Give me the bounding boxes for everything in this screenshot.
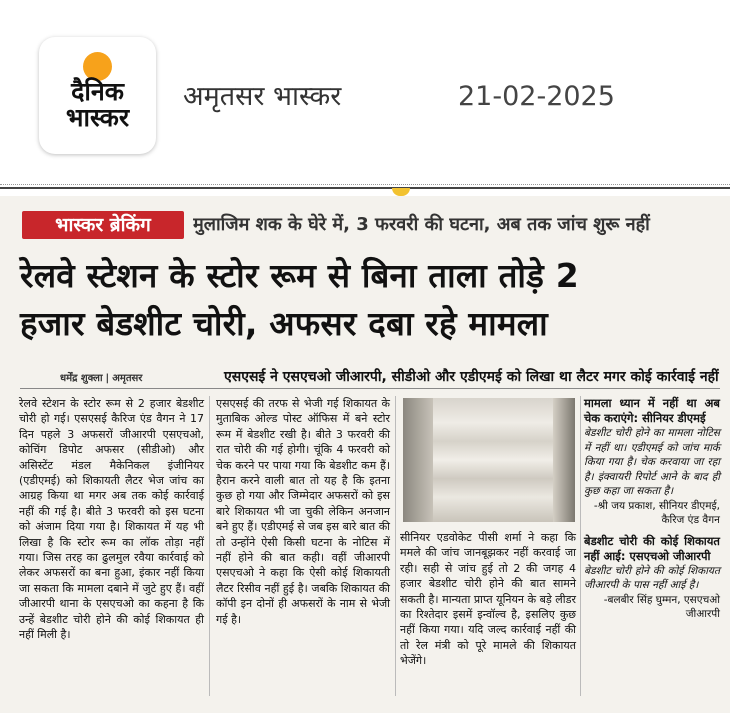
quote-heading-2: बेडशीट चोरी की कोई शिकायत नहीं आई: एसएचओ जीआरपी bbox=[584, 533, 720, 563]
bedsheet-stack-photo bbox=[403, 398, 575, 522]
article-column-4 bbox=[584, 396, 720, 622]
quote-signature-2: -बलबीर सिंह घुम्मन, एसएचओ जीआरपी bbox=[603, 593, 720, 620]
edition-title: अमृतसर भास्कर bbox=[183, 81, 342, 112]
dainik-bhaskar-logo[interactable] bbox=[39, 37, 156, 154]
quote-signature-1: -श्री जय प्रकाश, सीनियर डीएमई, कैरिज एंड वैगन bbox=[593, 499, 720, 526]
header-dotted-line bbox=[0, 184, 730, 186]
column-divider bbox=[209, 396, 210, 696]
article-headline bbox=[20, 252, 720, 348]
article-column-2: एसएसई की तरफ से भेजी गई शिकायत के मुताबिक ओल्ड पोस्ट ऑफिस में बने स्टोर रूम में बेडशीट रखी है। बीते 3 फरवरी की रात चोरी की गई होगी। चूंकि 4 फरवरी को चेक करने पर पाया गया कि बेडशीट कम हैं। हैरान करने वाली बात तो यह है कि इतना कुछ हो गया और जिम्मेदार अफसरों को इस बारे शिकायत भी जा चुकी लेकिन अनजान बने हुए हैं। एडीएमई से जब इस बारे बात की तो उन्होंने ऐसी किसी घटना के नोटिस में नहीं होने की बात कही। वहीं जीआरपी एसएचओ ने कहा कि ऐसी कोई शिकायती लैटर रिसीव नहीं हुई है। जबकि शिकायत की कॉपी इन दोनों ही अफसरों के नाम से भेजी गई है। bbox=[216, 397, 390, 626]
article-kicker: मुलाजिम शक के घेरे में, 3 फरवरी की घटना, अब तक जांच शुरू नहीं bbox=[193, 214, 650, 235]
sun-mark-icon bbox=[392, 188, 410, 196]
quote-heading-1: मामला ध्यान में नहीं था अब चेक कराएंगे: सीनियर डीएमई bbox=[584, 396, 720, 425]
article-column-1: रेलवे स्टेशन के स्टोर रूम से 2 हजार बेडशीट चोरी हो गई। एसएसई कैरिज एंड वैगन ने 17 दिन पहले 3 अफसरों जीआरपी एसएचओ, कोचिंग डिपोट अफसर (सीडीओ) और असिस्टेंट मंडल मैकेनिकल इंजीनियर (एडीएमई) को शिकायती लैटर भेज जांच का आग्रह किया था मगर अब तक कोई कार्रवाई नहीं की गई है। बीते 3 फरवरी को इस घटना को अंजाम दिया गया है। शिकायत में यह भी लिखा है कि स्टोर रूम का लॉक तोड़ा नहीं गया। जिस तरह का ढुलमुल रवैया कार्रवाई को लेकर अफसरों का बना हुआ, इंकार नहीं किया जा सकता कि मामला दबाने में जुटे हुए हैं। वहीं जीआरपी थाना के एसएचओ का कहना है कि उन्हें बेडशीट चोरी होने की कोई शिकायत ही नहीं मिली है। bbox=[19, 397, 204, 642]
byline: धर्मेंद्र शुक्ला | अमृतसर bbox=[60, 373, 143, 384]
byline-city: अमृतसर bbox=[112, 373, 143, 384]
edition-date: 21-02-2025 bbox=[458, 81, 615, 112]
article-subhead: एसएसई ने एसएचओ जीआरपी, सीडीओ और एडीएमई को लिखा था लैटर मगर कोई कार्रवाई नहीं bbox=[224, 369, 719, 385]
byline-name: धर्मेंद्र शुक्ला bbox=[60, 373, 103, 384]
app-header bbox=[0, 0, 730, 186]
subhead-rule bbox=[20, 388, 720, 389]
photo-shadow-left bbox=[403, 398, 433, 522]
quote-text-1: बेडशीट चोरी होने का मामला नोटिस में नहीं था। एडीएमई को जांच मार्क किया गया है। चेक करवाया जा रहा है। इंक्वायरी रिपोर्ट आने के बाद ही कुछ कहा जा सकता है। bbox=[584, 427, 720, 497]
photo-shadow-right bbox=[553, 398, 575, 522]
article-column-3: सीनियर एडवोकेट पीसी शर्मा ने कहा कि ममले की जांच जानबूझकर नहीं करवाई जा रही। सही से जांच हुई तो 2 की जगह 4 हजार बेडशीट चोरी होने की बात सामने सकती है। मान्यता प्राप्त यूनियन के बड़े लीडर का रिश्तेदार इसमें इन्वॉल्व है, इसलिए कुछ नहीं किया गया। यदि जल्द कार्रवाई नहीं की तो रेल मंत्री को पूरे मामले की शिकायत भेजेंगे। bbox=[400, 531, 576, 668]
column-divider bbox=[395, 396, 396, 696]
breaking-badge: भास्कर ब्रेकिंग bbox=[22, 211, 184, 239]
column-divider bbox=[580, 396, 581, 696]
header-divider bbox=[0, 187, 730, 189]
headline-line-2: हजार बेडशीट चोरी, अफसर दबा रहे मामला bbox=[20, 304, 548, 343]
logo-text-line1: दैनिक bbox=[71, 77, 124, 106]
headline-line-1: रेलवे स्टेशन के स्टोर रूम से बिना ताला तोड़े 2 bbox=[20, 256, 579, 295]
logo-text-line2: भास्कर bbox=[65, 103, 130, 132]
quote-text-2: बेडशीट चोरी होने की कोई शिकायत जीआरपी के पास नहीं आई है। bbox=[584, 564, 720, 591]
